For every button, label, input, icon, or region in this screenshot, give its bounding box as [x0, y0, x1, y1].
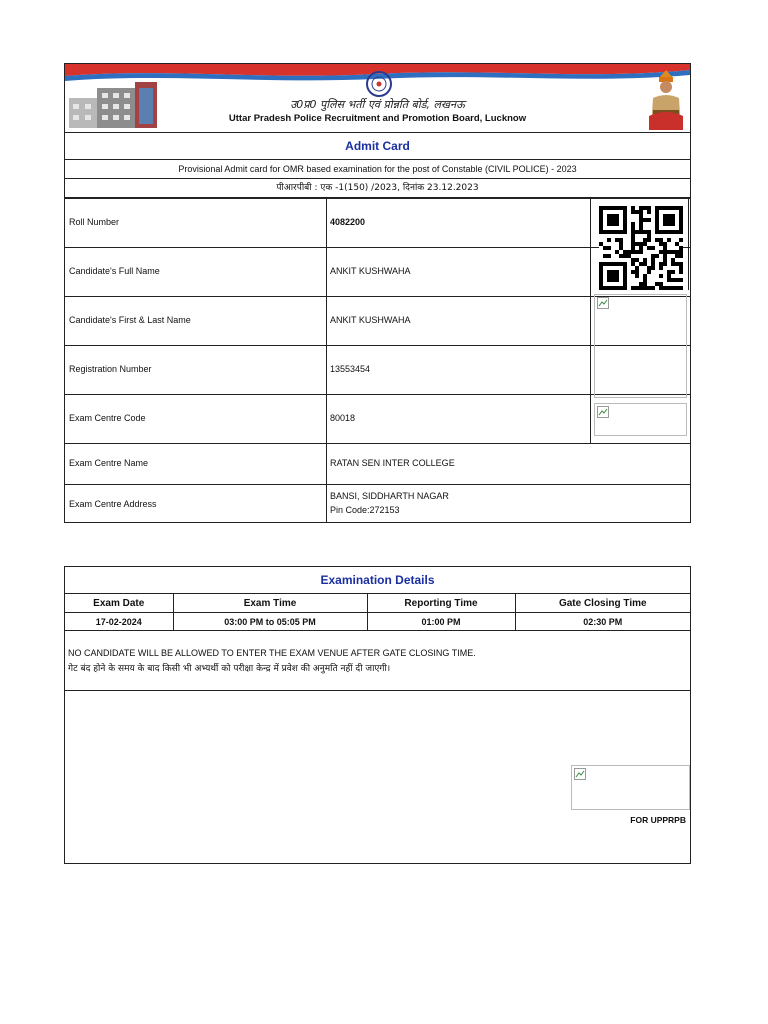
header-banner [65, 64, 690, 133]
reporting-time: 01:00 PM [367, 613, 515, 631]
table-row [65, 613, 690, 631]
police-officer-icon [647, 68, 685, 130]
exam-time: 03:00 PM to 05:05 PM [173, 613, 367, 631]
field-label: Candidate's Full Name [69, 266, 160, 276]
candidate-photo [594, 294, 687, 398]
column-header: Reporting Time [367, 594, 515, 613]
exam-schedule-table [65, 594, 690, 631]
full-name-value: ANKIT KUSHWAHA [330, 266, 411, 276]
roll-number-row [65, 199, 690, 248]
column-header: Exam Time [173, 594, 367, 613]
notice-hindi: गेट बंद होने के समय के बाद किसी भी अभ्यर्थी को परीक्षा केन्द्र में प्रवेश की अनुमति नहीं दी जाएगी। [68, 664, 391, 674]
column-header: Exam Date [65, 594, 173, 613]
board-name-english: Uttar Pradesh Police Recruitment and Promotion Board, Lucknow [228, 113, 527, 124]
field-label: Roll Number [69, 217, 120, 227]
candidate-signature [594, 403, 687, 436]
exam-centre-name-value: RATAN SEN INTER COLLEGE [330, 458, 455, 468]
field-label: Exam Centre Name [69, 458, 149, 468]
field-label: Registration Number [69, 364, 152, 374]
exam-centre-code-value: 80018 [330, 413, 356, 423]
exam-date: 17-02-2024 [65, 613, 173, 631]
broken-image-icon [597, 297, 609, 309]
full-name-row [65, 248, 690, 297]
first-last-name-value: ANKIT KUSHWAHA [330, 315, 411, 325]
admit-card-title: Admit Card [65, 133, 690, 160]
field-label: Exam Centre Address [69, 499, 157, 509]
police-emblem-icon [365, 70, 393, 98]
column-header: Gate Closing Time [515, 594, 690, 613]
exam-centre-address-line1: BANSI, SIDDHARTH NAGAR [330, 491, 449, 501]
exam-centre-address-row [65, 485, 690, 522]
registration-number-value: 13553454 [330, 364, 371, 374]
board-name-hindi: उ0प्र0 पुलिस भर्ती एवं प्रोन्नति बोर्ड, लखनऊ [290, 98, 465, 111]
exam-centre-pin-code: Pin Code:272153 [330, 505, 400, 515]
broken-image-icon [574, 768, 586, 780]
qr-code [599, 206, 683, 290]
field-label: Exam Centre Code [69, 413, 146, 423]
reference-number: पीआरपीबी : एक -1(150) /2023, दिनांक 23.12.2023 [65, 179, 690, 199]
exam-details-title: Examination Details [65, 567, 690, 594]
admit-card [64, 63, 691, 523]
admit-card-subtitle: Provisional Admit card for OMR based examination for the post of Constable (CIVIL POLICE) - 2023 [65, 160, 690, 179]
roll-number-value: 4082200 [330, 217, 366, 227]
gate-closing-notice [65, 632, 690, 691]
notice-english: NO CANDIDATE WILL BE ALLOWED TO ENTER THE EXAM VENUE AFTER GATE CLOSING TIME. [68, 648, 476, 658]
gate-closing-time: 02:30 PM [515, 613, 690, 631]
field-label: Candidate's First & Last Name [69, 315, 191, 325]
exam-centre-name-row [65, 444, 690, 485]
authority-signature [571, 765, 690, 810]
signatory-label: FOR UPPRPB [630, 815, 686, 825]
broken-image-icon [597, 406, 609, 418]
examination-details [64, 566, 691, 864]
